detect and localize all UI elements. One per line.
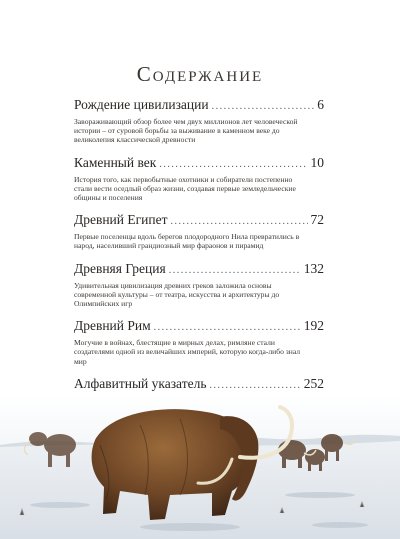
toc-entry-title: Древний Рим [74,318,151,334]
toc-page-number: 192 [303,318,324,334]
leader-dots [154,319,301,336]
toc-entry-title: Древняя Греция [74,260,166,276]
leader-dots [171,213,308,230]
toc-entry-description: История того, как первобытные охотники и собиратели постепенно стали вести оседлый образ жизни, создавая первые земледельческие общины и поселения [74,174,296,203]
page-title: Содержание [136,62,264,86]
toc-entry-title: Алфавитный указатель [74,375,207,391]
toc-entry[interactable] [74,96,324,145]
toc-entry[interactable] [74,211,324,250]
toc-entry-description: Первые поселенцы вдоль берегов плодородного Нила превратились в народ, населивший грандиозный мир фараонов и пирамид [74,232,300,251]
toc-page-number: 252 [303,375,324,391]
toc-page-number: 10 [310,154,324,170]
leader-dots [212,98,315,115]
toc-entry-description: Завораживающий обзор более чем двух миллионов лет человеческой истории – от суровой борьбы за выживание в каменном веке до великолепия классической древности [74,117,298,145]
toc-page-number: 132 [303,260,324,276]
toc-entry-title: Рождение цивилизации [74,97,209,112]
toc-entry-title: Древний Египет [74,212,168,228]
leader-dots [169,262,301,279]
toc-entry-description: Могучие в войнах, блестящие в мирных делах, римляне стали создателями одной из величайших империй, которую когда-либо знал мир [74,338,301,366]
toc-entry[interactable] [74,317,324,366]
mammoth-illustration [0,395,400,539]
toc-page-number: 72 [310,212,324,228]
toc-entry-title: Каменный век [74,154,157,170]
toc-page-number: 6 [317,97,324,112]
leader-dots [209,377,300,394]
leader-dots [159,156,307,173]
toc-entry[interactable] [74,154,324,203]
toc-entry[interactable] [74,260,324,309]
table-of-contents [74,96,324,403]
toc-entry-description: Удивительная цивилизация древних греков заложила основы современной культуры – от театра, искусства и архитектуры до Олимпийских игр [74,280,280,309]
toc-entry[interactable] [74,375,324,394]
